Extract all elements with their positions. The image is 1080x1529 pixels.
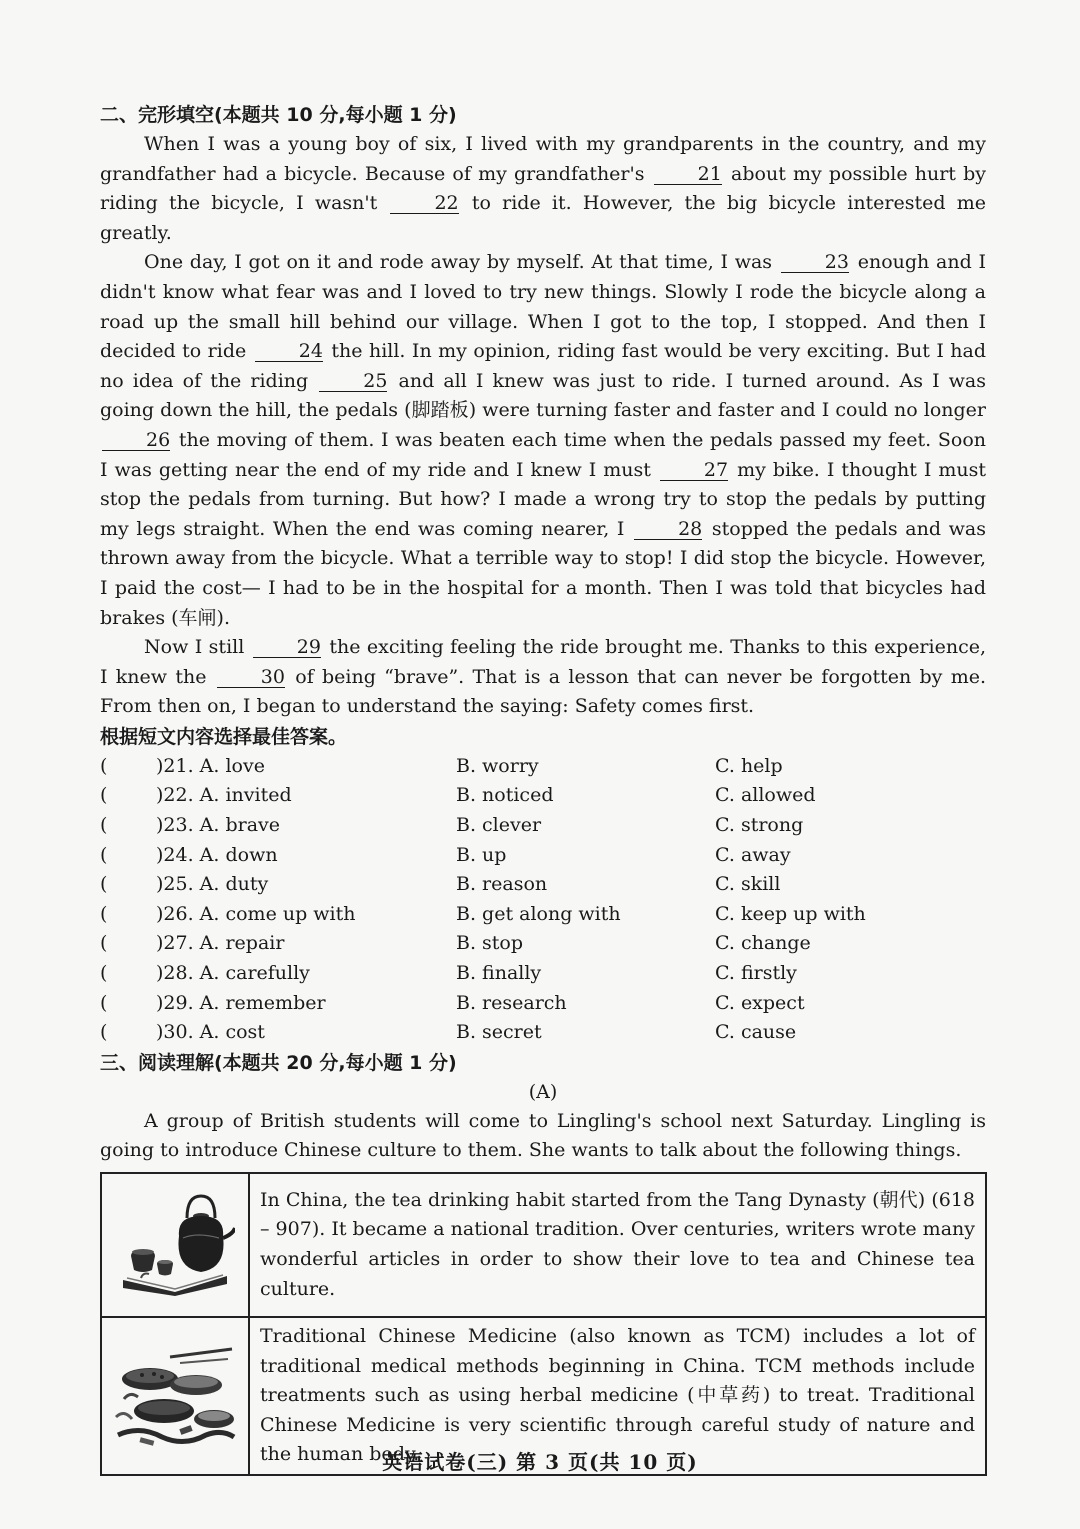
option-a: )22. A. invited (156, 784, 292, 807)
image-cell (101, 1173, 249, 1317)
text-run: the exciting feeling the ride brought me. Thanks to this experience, I knew the (100, 636, 987, 688)
option-b: B. research (456, 991, 567, 1014)
blank-30: 30 (217, 667, 285, 688)
answer-paren: ( (100, 991, 108, 1014)
question-row (100, 841, 986, 871)
option-c: C. change (715, 932, 811, 955)
text-run: the moving of them. I was beaten each time when the pedals passed my feet. Soon I was getting near the end of my ride and I knew I must (100, 428, 986, 481)
text-run: stopped the pedals and was thrown away from the bicycle. What a terrible way to stop! I did stop the bicycle. However, I paid the cost— I had to be in the hospital for a month. Then I was told that bicycles had brakes (车闸). (100, 517, 986, 629)
option-c: C. expect (715, 991, 805, 1014)
text-run: When I was a young boy of six, I lived with my grandparents in the country, and my grandfather had a bicycle. Because of my grandfather's (100, 133, 986, 185)
answer-paren: ( (100, 1021, 108, 1044)
option-a: )26. A. come up with (156, 902, 356, 925)
option-b: B. up (456, 843, 507, 866)
answer-paren: ( (100, 784, 108, 807)
text-run: enough and I didn't know what fear was and I loved to try new things. Slowly I rode the bicycle along a road up the small hill behind our village. When I got to the top, I stopped. And then I decided to ride (100, 251, 986, 363)
cloze-paragraph-2 (100, 248, 986, 633)
option-c: C. allowed (715, 784, 816, 807)
blank-29: 29 (253, 637, 321, 658)
option-c: C. away (715, 843, 791, 866)
section-3-title: 三、阅读理解(本题共 20 分,每小题 1 分) (100, 1051, 457, 1074)
option-c: C. keep up with (715, 902, 866, 925)
tea-culture-text: In China, the tea drinking habit started from the Tang Dynasty (朝代) (618 – 907). It became a national tradition. Over centuries, writers wrote many wonderful articles in order to show their love to tea and Chinese tea culture. (249, 1173, 986, 1317)
options-list (100, 752, 986, 1048)
question-row (100, 900, 986, 930)
answer-paren: ( (100, 902, 108, 925)
page-footer: 英语试卷(三) 第 3 页(共 10 页) (382, 1450, 698, 1474)
option-a: )24. A. down (156, 843, 278, 866)
option-a: )30. A. cost (156, 1021, 265, 1044)
exam-page (100, 100, 986, 1476)
option-c: C. firstly (715, 962, 797, 985)
answer-paren: ( (100, 814, 108, 837)
text-run: One day, I got on it and rode away by myself. At that time, I was (144, 251, 773, 274)
blank-27: 27 (660, 460, 728, 481)
option-a: )28. A. carefully (156, 962, 310, 985)
blank-21: 21 (654, 164, 722, 185)
blank-28: 28 (634, 519, 702, 540)
text-run: and all I knew was just to ride. I turned around. As I was going down the hill, the pedals (脚踏板) were turning faster and faster and I could no longer (100, 369, 986, 422)
option-a: )23. A. brave (156, 814, 281, 837)
herbal-medicine-icon (110, 1339, 240, 1449)
blank-25: 25 (319, 371, 387, 392)
blank-23: 23 (781, 252, 849, 273)
blank-24: 24 (255, 341, 323, 362)
tcm-text: Traditional Chinese Medicine (also known as TCM) includes a lot of traditional medical methods beginning in China. TCM methods include treatments such as using herbal medicine (中草药) to treat. Traditional Chinese Medicine is very scientific through careful study of nature and the human body. (249, 1317, 986, 1475)
answer-paren: ( (100, 932, 108, 955)
reading-intro: A group of British students will come to Lingling's school next Saturday. Lingling is going to introduce Chinese culture to them. She wants to talk about the following things. (100, 1109, 986, 1162)
answer-paren: ( (100, 754, 108, 777)
option-c: C. help (715, 754, 783, 777)
question-row (100, 781, 986, 811)
option-b: B. noticed (456, 784, 554, 807)
cloze-paragraph-3 (100, 633, 986, 722)
option-b: B. reason (456, 873, 548, 896)
text-run: about my possible hurt by riding the bicycle, I wasn't (100, 162, 986, 215)
option-b: B. worry (456, 754, 539, 777)
option-a: )25. A. duty (156, 873, 269, 896)
answer-paren: ( (100, 843, 108, 866)
section-2-title: 二、完形填空(本题共 10 分,每小题 1 分) (100, 104, 457, 126)
question-row (100, 870, 986, 900)
cloze-instruction: 根据短文内容选择最佳答案。 (100, 725, 348, 748)
passage-label: (A) (528, 1080, 558, 1103)
option-b: B. stop (456, 932, 524, 955)
option-a: )29. A. remember (156, 991, 326, 1014)
option-c: C. cause (715, 1021, 797, 1044)
teapot-icon (115, 1188, 235, 1298)
option-a: )21. A. love (156, 754, 265, 777)
text-run: Now I still (144, 636, 245, 659)
table-row (101, 1173, 986, 1317)
text-run: of being “brave”. That is a lesson that can never be forgotten by me. From then on, I began to understand the saying: Safety comes first. (100, 665, 986, 718)
question-row (100, 959, 986, 989)
answer-paren: ( (100, 962, 108, 985)
option-c: C. skill (715, 873, 781, 896)
question-row (100, 929, 986, 959)
culture-table (100, 1172, 987, 1476)
blank-22: 22 (390, 193, 458, 214)
text-run: to ride it. However, the big bicycle interested me greatly. (100, 192, 987, 244)
option-c: C. strong (715, 814, 804, 837)
option-b: B. clever (456, 814, 542, 837)
blank-26: 26 (102, 430, 170, 451)
question-row (100, 811, 986, 841)
option-b: B. finally (456, 962, 542, 985)
option-a: )27. A. repair (156, 932, 285, 955)
option-b: B. secret (456, 1021, 542, 1044)
cloze-paragraph-1 (100, 130, 986, 248)
question-row (100, 1018, 986, 1048)
question-row (100, 752, 986, 782)
text-run: my bike. I thought I must stop the pedals from turning. But how? I made a wrong try to stop the pedals by putting my legs straight. When the end was coming nearer, I (100, 458, 987, 540)
answer-paren: ( (100, 873, 108, 896)
option-b: B. get along with (456, 902, 621, 925)
question-row (100, 989, 986, 1019)
text-run: the hill. In my opinion, riding fast would be very exciting. But I had no idea of the riding (100, 340, 987, 392)
